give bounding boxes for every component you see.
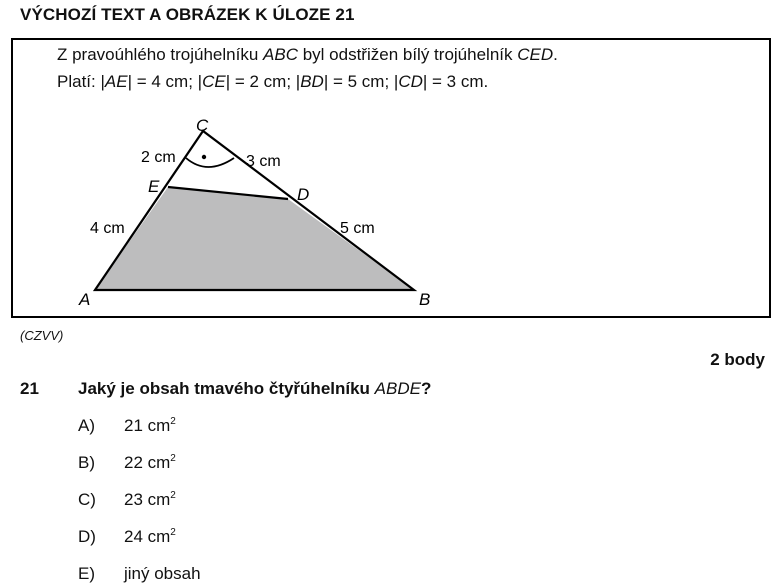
option-a[interactable]	[78, 416, 176, 436]
option-text: jiný obsah	[124, 564, 201, 583]
intro-text: .	[553, 45, 558, 64]
option-c[interactable]	[78, 490, 176, 510]
triangle-ced-label: CED	[517, 45, 554, 64]
question-text-main: Jaký je obsah tmavého čtyřúhelníku	[78, 379, 375, 398]
intro-text: byl odstřižen bílý trojúhelník	[298, 45, 518, 64]
option-exponent: 2	[170, 527, 176, 538]
segment-ae: AE	[104, 72, 128, 91]
vertex-label-d: D	[297, 185, 310, 204]
segment-cd-value: | = 3 cm.	[422, 72, 489, 91]
points-badge: 2 body	[710, 350, 765, 369]
question-text	[78, 379, 431, 399]
segment-ce: CE	[202, 72, 226, 91]
intro-text: Platí: |	[57, 72, 105, 91]
length-label-ae: 4 cm	[90, 220, 125, 237]
segment-ae-value: | = 4 cm; |	[127, 72, 203, 91]
shaded-quadrilateral-abde	[95, 187, 414, 290]
option-exponent: 2	[170, 416, 176, 427]
question-number: 21	[20, 379, 39, 398]
option-exponent: 2	[170, 490, 176, 501]
quadrilateral-label: ABDE	[374, 379, 421, 398]
vertex-label-a: A	[79, 290, 91, 309]
length-label-ce: 2 cm	[141, 149, 176, 166]
option-b[interactable]	[78, 453, 176, 473]
segment-ce-value: | = 2 cm; |	[225, 72, 301, 91]
option-letter: C)	[78, 490, 96, 509]
option-text: 22 cm	[124, 453, 171, 472]
question-mark: ?	[420, 379, 432, 398]
length-label-bd: 5 cm	[340, 220, 375, 237]
segment-bd: BD	[300, 72, 324, 91]
option-d[interactable]	[78, 527, 176, 547]
option-text: 23 cm	[124, 490, 171, 509]
right-angle-dot	[202, 155, 206, 159]
option-text: 21 cm	[124, 416, 171, 435]
segment-bd-value: | = 5 cm; |	[323, 72, 399, 91]
option-exponent: 2	[170, 453, 176, 464]
right-angle-arc	[186, 158, 234, 167]
option-letter: E)	[78, 564, 95, 583]
vertex-label-b: B	[419, 290, 431, 309]
option-letter: B)	[78, 453, 95, 472]
segment-cd: CD	[398, 72, 423, 91]
option-letter: D)	[78, 527, 96, 546]
option-letter: A)	[78, 416, 95, 435]
triangle-abc-label: ABC	[263, 45, 298, 64]
length-label-cd: 3 cm	[246, 153, 281, 170]
option-e[interactable]	[78, 564, 201, 584]
option-text: 24 cm	[124, 527, 171, 546]
source-note: (CZVV)	[20, 328, 64, 343]
vertex-label-c: C	[196, 116, 209, 135]
vertex-label-e: E	[148, 177, 160, 196]
intro-text: Z pravoúhlého trojúhelníku	[57, 45, 264, 64]
section-heading: VÝCHOZÍ TEXT A OBRÁZEK K ÚLOZE 21	[20, 5, 355, 24]
